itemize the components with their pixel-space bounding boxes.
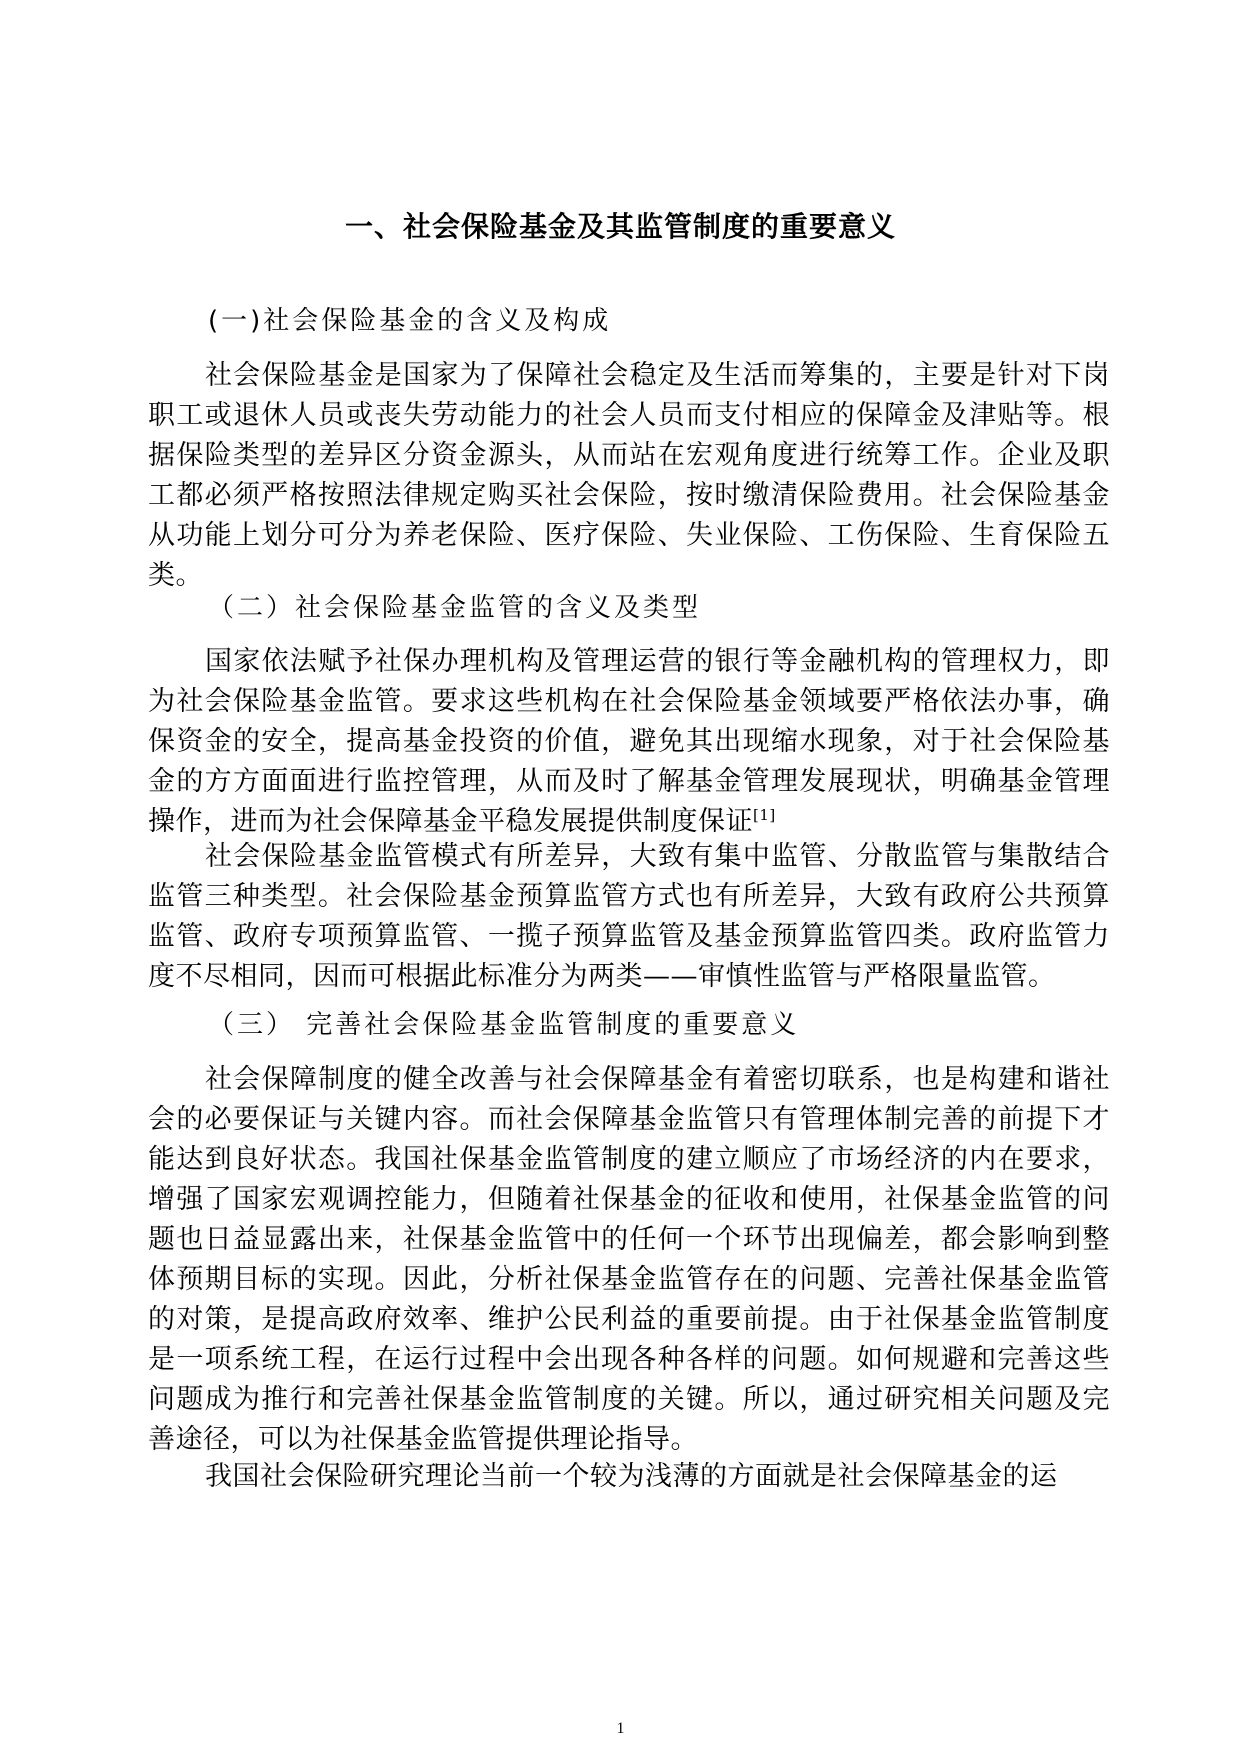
section-1-paragraph-1: 社会保险基金是国家为了保障社会稳定及生活而筹集的，主要是针对下岗职工或退休人员或丧失劳动能力的社会人员而支付相应的保障金及津贴等。根据保险类型的差异区分资金源头，从而站在宏观角度进行统筹工作。企业及职工都必须严格按照法律规定购买社会保险，按时缴清保险费用。社会保险基金从功能上划分可分为养老保险、医疗保险、失业保险、工伤保险、生育保险五类。 [148, 360, 1110, 591]
section-3-paragraph-2: 我国社会保险研究理论当前一个较为浅薄的方面就是社会保障基金的运 [205, 1461, 1058, 1492]
section-2-paragraph-1 [148, 642, 1110, 842]
page-number: 1 [616, 1720, 625, 1737]
section-3-heading: （三） 完善社会保险基金监管制度的重要意义 [208, 1010, 800, 1040]
chapter-title: 一、社会保险基金及其监管制度的重要意义 [344, 210, 896, 243]
section-1-heading: (一)社会保险基金的含义及构成 [208, 306, 612, 336]
citation-marker: [1] [753, 806, 776, 824]
section-2-paragraph-2: 社会保险基金监管模式有所差异，大致有集中监管、分散监管与集散结合监管三种类型。社会保险基金预算监管方式也有所差异，大致有政府公共预算监管、政府专项预算监管、一揽子预算监管及基金预算监管四类。政府监管力度不尽相同，因而可根据此标准分为两类——审慎性监管与严格限量监管。 [148, 841, 1110, 992]
section-2-paragraph-1-text: 国家依法赋予社保办理机构及管理运营的银行等金融机构的管理权力，即为社会保险基金监管。要求这些机构在社会保险基金领域要严格依法办事，确保资金的安全，提高基金投资的价值，避免其出现缩水现象，对于社会保险基金的方方面面进行监控管理，从而及时了解基金管理发展现状，明确基金管理操作，进而为社会保障基金平稳发展提供制度保证 [148, 646, 1110, 837]
section-2-heading: （二）社会保险基金监管的含义及类型 [208, 593, 702, 623]
section-3-paragraph-1: 社会保障制度的健全改善与社会保障基金有着密切联系，也是构建和谐社会的必要保证与关键内容。而社会保障基金监管只有管理体制完善的前提下才能达到良好状态。我国社保基金监管制度的建立顺应了市场经济的内在要求，增强了国家宏观调控能力，但随着社保基金的征收和使用，社保基金监管的问题也日益显露出来，社保基金监管中的任何一个环节出现偏差，都会影响到整体预期目标的实现。因此，分析社保基金监管存在的问题、完善社保基金监管的对策，是提高政府效率、维护公民利益的重要前提。由于社保基金监管制度是一项系统工程，在运行过程中会出现各种各样的问题。如何规避和完善这些问题成为推行和完善社保基金监管制度的关键。所以，通过研究相关问题及完善途径，可以为社保基金监管提供理论指导。 [148, 1064, 1110, 1455]
